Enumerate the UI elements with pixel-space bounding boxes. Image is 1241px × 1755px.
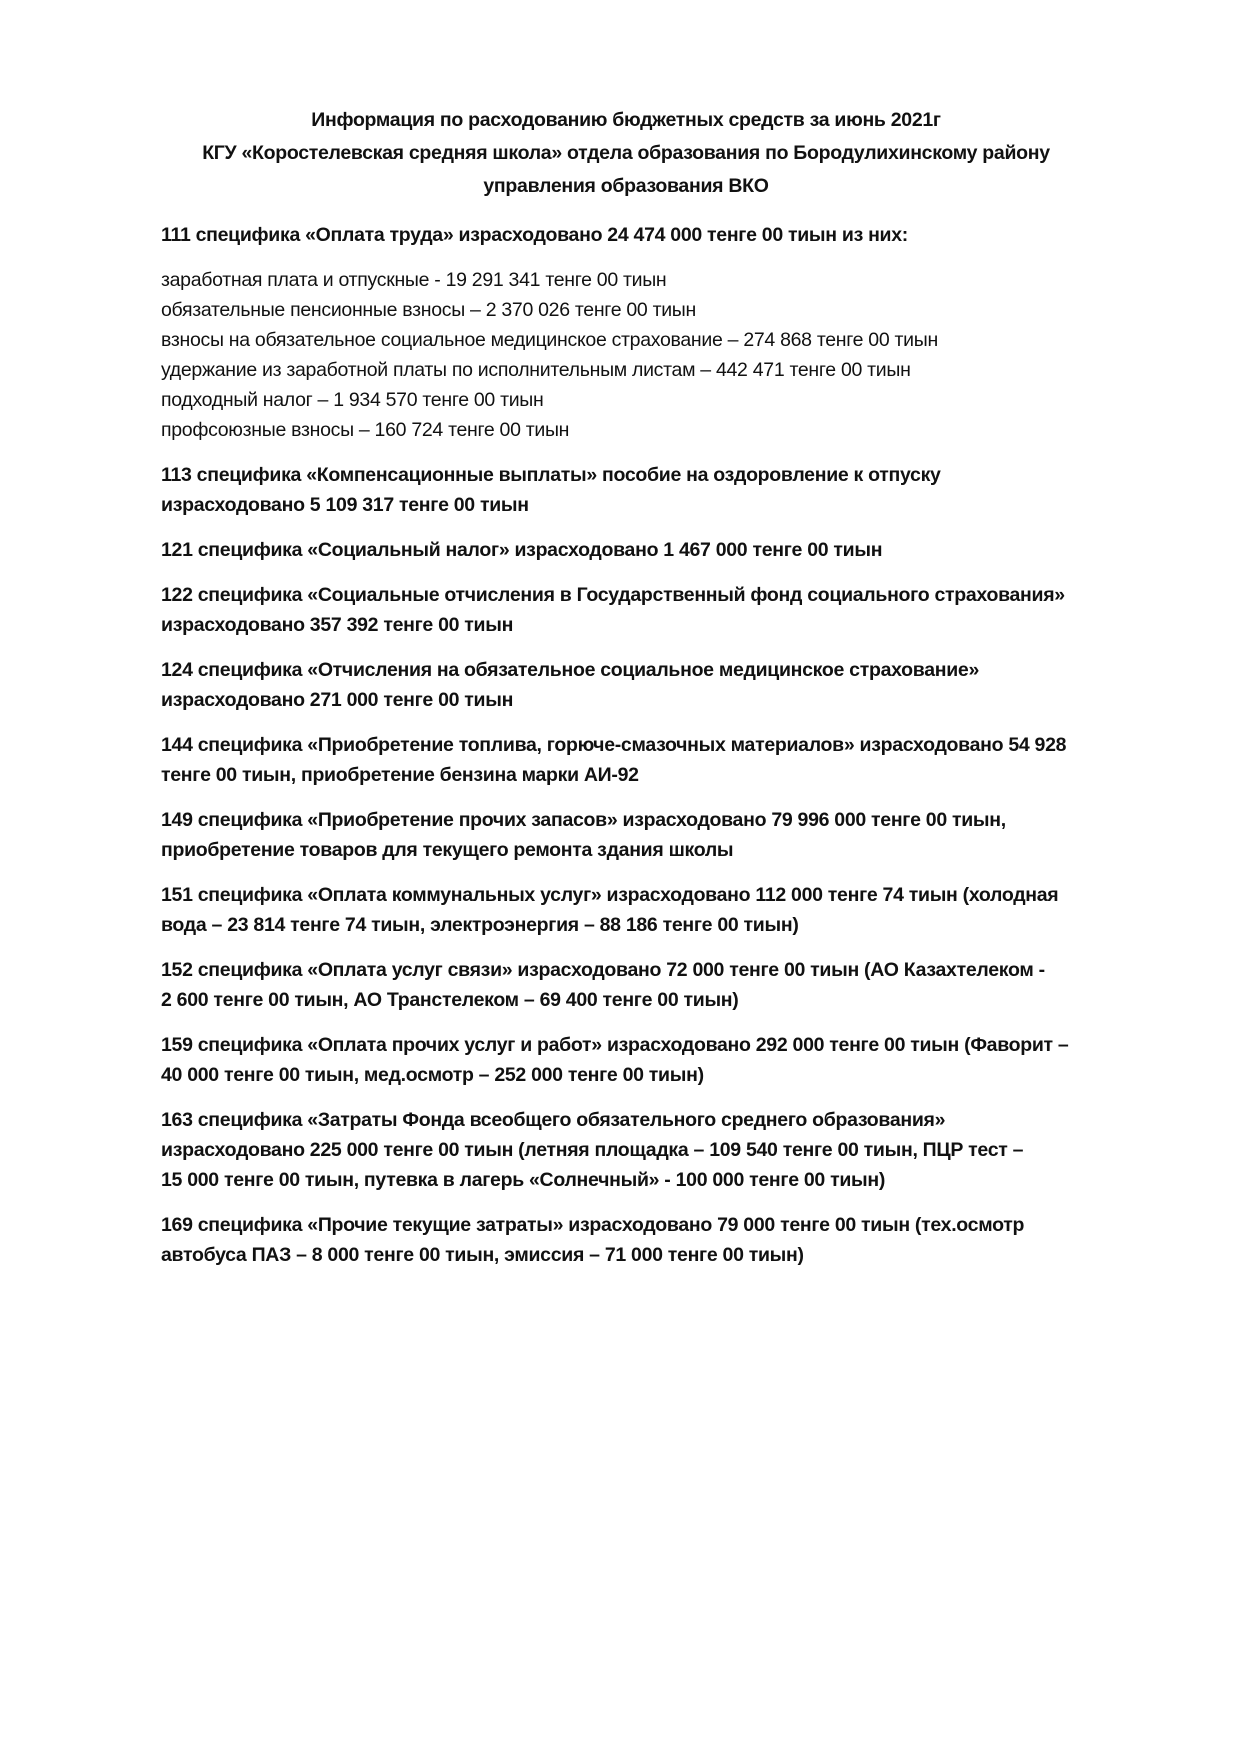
text-line: 149 специфика «Приобретение прочих запасов» израсходовано 79 996 000 тенге 00 тиын, xyxy=(161,809,1006,831)
text-line: взносы на обязательное социальное медицинское страхование – 274 868 тенге 00 тиын xyxy=(161,329,938,351)
text-line: автобуса ПАЗ – 8 000 тенге 00 тиын, эмиссия – 71 000 тенге 00 тиын) xyxy=(161,1244,804,1266)
text-line: удержание из заработной платы по исполнительным листам – 442 471 тенге 00 тиын xyxy=(161,359,911,381)
title-line-3: управления образования ВКО xyxy=(483,175,769,197)
text-line: 152 специфика «Оплата услуг связи» израсходовано 72 000 тенге 00 тиын (АО Казахтелеком - xyxy=(161,959,1045,981)
text-line: 144 специфика «Приобретение топлива, горюче-смазочных материалов» израсходовано 54 928 xyxy=(161,734,1067,756)
text-line: 163 специфика «Затраты Фонда всеобщего обязательного среднего образования» xyxy=(161,1109,946,1131)
spec-113-paragraph xyxy=(161,460,1091,520)
spec-149-paragraph xyxy=(161,805,1091,865)
text-line: профсоюзные взносы – 160 724 тенге 00 тиын xyxy=(161,419,570,441)
text-line: израсходовано 5 109 317 тенге 00 тиын xyxy=(161,494,529,516)
text-line: 159 специфика «Оплата прочих услуг и работ» израсходовано 292 000 тенге 00 тиын (Фаворит – xyxy=(161,1034,1069,1056)
text-line: вода – 23 814 тенге 74 тиын, электроэнергия – 88 186 тенге 00 тиын) xyxy=(161,914,799,936)
spec-159-paragraph xyxy=(161,1030,1091,1090)
text-line: 169 специфика «Прочие текущие затраты» израсходовано 79 000 тенге 00 тиын (тех.осмотр xyxy=(161,1214,1025,1236)
spec-122-paragraph xyxy=(161,580,1091,640)
text-line: 113 специфика «Компенсационные выплаты» пособие на оздоровление к отпуску xyxy=(161,464,941,486)
spec-121-paragraph xyxy=(161,535,1091,565)
text-line: тенге 00 тиын, приобретение бензина марки АИ-92 xyxy=(161,764,639,786)
spec-111-paragraph xyxy=(161,220,1091,250)
text-line: приобретение товаров для текущего ремонта здания школы xyxy=(161,839,734,861)
text-line: 122 специфика «Социальные отчисления в Государственный фонд социального страхования» xyxy=(161,584,1065,606)
text-line: израсходовано 271 000 тенге 00 тиын xyxy=(161,689,514,711)
spec-124-paragraph xyxy=(161,655,1091,715)
spec-169-paragraph xyxy=(161,1210,1091,1270)
text-line: заработная плата и отпускные - 19 291 341 тенге 00 тиын xyxy=(161,269,667,291)
title-line-2: КГУ «Коростелевская средняя школа» отдела образования по Бородулихинскому району xyxy=(202,142,1050,164)
text-line: 121 специфика «Социальный налог» израсходовано 1 467 000 тенге 00 тиын xyxy=(161,539,883,561)
text-line: 124 специфика «Отчисления на обязательное социальное медицинское страхование» xyxy=(161,659,980,681)
text-line: 40 000 тенге 00 тиын, мед.осмотр – 252 000 тенге 00 тиын) xyxy=(161,1064,704,1086)
text-line: израсходовано 225 000 тенге 00 тиын (летняя площадка – 109 540 тенге 00 тиын, ПЦР тест – xyxy=(161,1139,1024,1161)
text-line: 2 600 тенге 00 тиын, АО Транстелеком – 69 400 тенге 00 тиын) xyxy=(161,989,739,1011)
spec-111-breakdown xyxy=(161,265,1091,445)
document-title xyxy=(161,104,1091,203)
text-line: 111 специфика «Оплата труда» израсходовано 24 474 000 тенге 00 тиын из них: xyxy=(161,224,908,246)
spec-151-paragraph xyxy=(161,880,1091,940)
text-line: подходный налог – 1 934 570 тенге 00 тиын xyxy=(161,389,544,411)
spec-152-paragraph xyxy=(161,955,1091,1015)
title-line-1: Информация по расходованию бюджетных средств за июнь 2021г xyxy=(311,109,941,131)
text-line: 15 000 тенге 00 тиын, путевка в лагерь «Солнечный» - 100 000 тенге 00 тиын) xyxy=(161,1169,886,1191)
text-line: обязательные пенсионные взносы – 2 370 026 тенге 00 тиын xyxy=(161,299,696,321)
spec-163-paragraph xyxy=(161,1105,1091,1195)
text-line: израсходовано 357 392 тенге 00 тиын xyxy=(161,614,514,636)
text-line: 151 специфика «Оплата коммунальных услуг» израсходовано 112 000 тенге 74 тиын (холодная xyxy=(161,884,1059,906)
spec-144-paragraph xyxy=(161,730,1091,790)
document-body xyxy=(161,220,1091,1270)
